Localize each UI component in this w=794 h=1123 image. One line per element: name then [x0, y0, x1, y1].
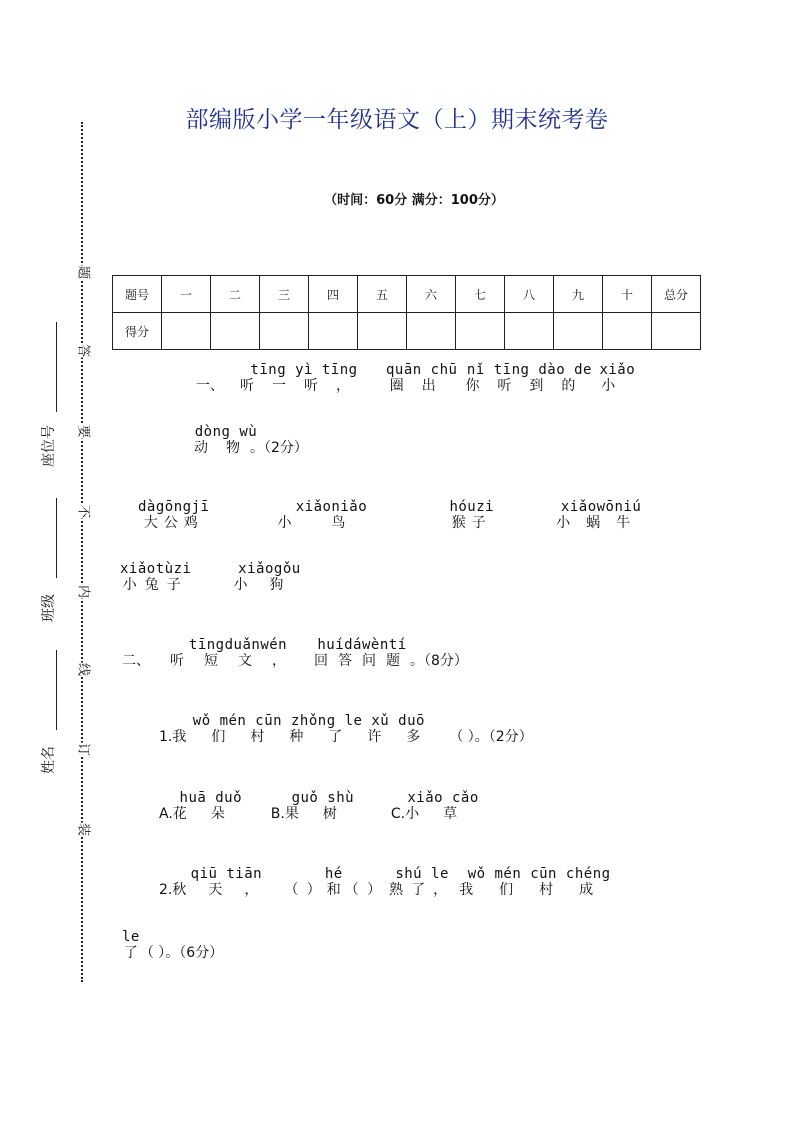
answer-option[interactable] [120, 561, 191, 593]
pinyin: xiǎoniǎo [295, 499, 368, 515]
pinyin: xiǎo [599, 362, 636, 378]
hanzi: 和 [326, 882, 341, 898]
pinyin-word [122, 929, 140, 961]
pinyin: xiǎotùzi [120, 561, 192, 577]
pinyin-word [172, 866, 280, 898]
column-label: 六 [407, 276, 456, 313]
pinyin: nǐ tīng dào de [466, 362, 592, 378]
score-cell[interactable] [603, 313, 652, 350]
binding-char: 线 [75, 662, 91, 676]
q2-sub1-options [159, 790, 487, 822]
pinyin-word [194, 424, 258, 456]
answer-option[interactable] [277, 499, 385, 531]
score-cell[interactable] [358, 313, 407, 350]
q2-sub2-blank-and-points[interactable]: （ ）。（6分） [139, 945, 224, 961]
pinyin: le [122, 929, 140, 945]
pinyin-word [240, 362, 368, 394]
column-label: 三 [260, 276, 309, 313]
name-label: 姓名 [41, 746, 57, 774]
q2-points: 。（8分） [410, 653, 468, 669]
hanzi: 小蜗牛 [556, 515, 647, 531]
q1-number: 一、 [196, 378, 224, 394]
hanzi: 圈出 [389, 378, 454, 394]
column-label: 四 [309, 276, 358, 313]
hanzi: 你听到的 [465, 378, 594, 394]
score-cell[interactable] [456, 313, 505, 350]
hanzi: 秋天， [172, 882, 281, 898]
column-label: 总分 [652, 276, 701, 313]
hanzi: 了 [123, 945, 138, 961]
pinyin-word [314, 637, 410, 669]
score-cell[interactable] [505, 313, 554, 350]
hanzi: 大公鸡 [143, 515, 204, 531]
page-title: 部编版小学一年级语文（上）期末统考卷 [185, 107, 609, 133]
hanzi: 听一听， [240, 378, 368, 394]
column-label: 五 [358, 276, 407, 313]
q2-sub2-line2 [122, 929, 223, 961]
column-label: 七 [456, 276, 505, 313]
hanzi: 回答问题 [314, 653, 410, 669]
pinyin: huídáwèntí [317, 637, 407, 653]
pinyin-word [172, 713, 445, 745]
row-label: 得分 [113, 313, 162, 350]
option-letter: B. [270, 806, 285, 822]
q2-number: 二、 [122, 653, 150, 669]
binding-char: 要 [75, 424, 91, 438]
hanzi: 花朵 [172, 806, 249, 822]
answer-option[interactable] [138, 499, 209, 531]
column-label: 十 [603, 276, 652, 313]
blank[interactable] [284, 882, 322, 898]
answer-option[interactable] [233, 561, 305, 593]
binding-dotted-line [81, 122, 83, 982]
q2-sub1-line [159, 713, 533, 745]
binding-char: 内 [75, 584, 91, 598]
pinyin-word [389, 866, 455, 898]
pinyin: guǒ shù [291, 790, 355, 806]
hanzi: 熟了， [389, 882, 456, 898]
pinyin-word [459, 866, 619, 898]
answer-blank[interactable]: （ ） [284, 882, 323, 898]
binding-char: 装 [75, 822, 91, 836]
pinyin: hé [324, 866, 343, 882]
hanzi: 听短文， [170, 653, 306, 669]
pinyin: tīngduǎnwén [188, 637, 288, 653]
q2-sub2-label: 2. [159, 882, 173, 898]
hanzi: 小兔子 [122, 577, 189, 593]
q1-options-row1 [138, 499, 652, 531]
pinyin: xiǎo cǎo [407, 790, 479, 806]
pinyin-word [465, 362, 593, 394]
score-cell[interactable] [652, 313, 701, 350]
column-label: 一 [162, 276, 211, 313]
pinyin-word [386, 362, 457, 394]
score-cell[interactable] [554, 313, 603, 350]
score-table-header-row [113, 276, 701, 313]
q1-options-row2 [120, 561, 311, 593]
pinyin: dàgōngjī [138, 499, 210, 515]
hanzi: 我们村成 [459, 882, 620, 898]
answer-option[interactable] [405, 790, 481, 822]
score-table-score-row [113, 313, 701, 350]
pinyin-word [170, 637, 306, 669]
answer-option[interactable] [556, 499, 646, 531]
hanzi: 小鸟 [277, 515, 386, 531]
exam-time-and-score: （时间：60分 满分：100分） [324, 193, 504, 208]
score-cell[interactable] [407, 313, 456, 350]
seat-number-blank[interactable] [56, 322, 57, 412]
hanzi: 小 [601, 378, 634, 394]
column-label: 九 [554, 276, 603, 313]
hanzi: 小草 [405, 806, 482, 822]
hanzi: 果树 [284, 806, 361, 822]
binding-char: 不 [75, 504, 91, 518]
q2-sub1-label: 1. [159, 729, 173, 745]
pinyin-word [599, 362, 635, 394]
option-letter: A. [159, 806, 173, 822]
class-label: 班级 [41, 594, 57, 622]
pinyin: wǒ mén cūn zhǒng le xǔ duō [192, 713, 425, 729]
score-cell[interactable] [260, 313, 309, 350]
pinyin-word [325, 866, 343, 898]
pinyin: quān chū [386, 362, 458, 378]
pinyin: hóuzi [449, 499, 495, 515]
hanzi: 我们村种了许多 [172, 729, 446, 745]
q1-line1 [196, 362, 641, 394]
seat-number-label: 座位号 [41, 425, 57, 467]
header-label: 题号 [113, 276, 162, 313]
blank[interactable] [345, 882, 383, 898]
q1-line2 [194, 424, 308, 456]
answer-blank[interactable]: （ ） [344, 882, 384, 898]
class-blank[interactable] [56, 498, 57, 578]
q1-points: 。（2分） [250, 440, 308, 456]
q2-line [122, 637, 468, 669]
score-cell[interactable] [162, 313, 211, 350]
pinyin: dòng wù [194, 424, 258, 440]
hanzi: 动物 [194, 440, 258, 456]
pinyin: tīng yì tīng [250, 362, 358, 378]
pinyin: xiǎowōniú [560, 499, 642, 515]
column-label: 二 [211, 276, 260, 313]
answer-option[interactable] [285, 790, 361, 822]
pinyin: qiū tiān [190, 866, 263, 882]
column-label: 八 [505, 276, 554, 313]
q2-sub2-line [159, 866, 625, 898]
name-blank[interactable] [56, 650, 57, 730]
option-letter: C. [390, 806, 406, 822]
binding-char: 订 [75, 742, 91, 756]
hanzi: 小狗 [233, 577, 306, 593]
pinyin: wǒ mén cūn chéng [467, 866, 611, 882]
binding-char: 题 [75, 265, 91, 279]
hanzi: 猴子 [451, 515, 492, 531]
binding-char: 答 [75, 343, 91, 357]
q2-sub1-blank-and-points[interactable]: （ ）。（2分） [449, 729, 533, 745]
pinyin: huā duǒ [179, 790, 243, 806]
score-table [112, 275, 701, 350]
answer-option[interactable] [449, 499, 494, 531]
pinyin: shú le [395, 866, 449, 882]
pinyin: xiǎogǒu [238, 561, 301, 577]
answer-option[interactable] [173, 790, 249, 822]
score-cell[interactable] [211, 313, 260, 350]
score-cell[interactable] [309, 313, 358, 350]
